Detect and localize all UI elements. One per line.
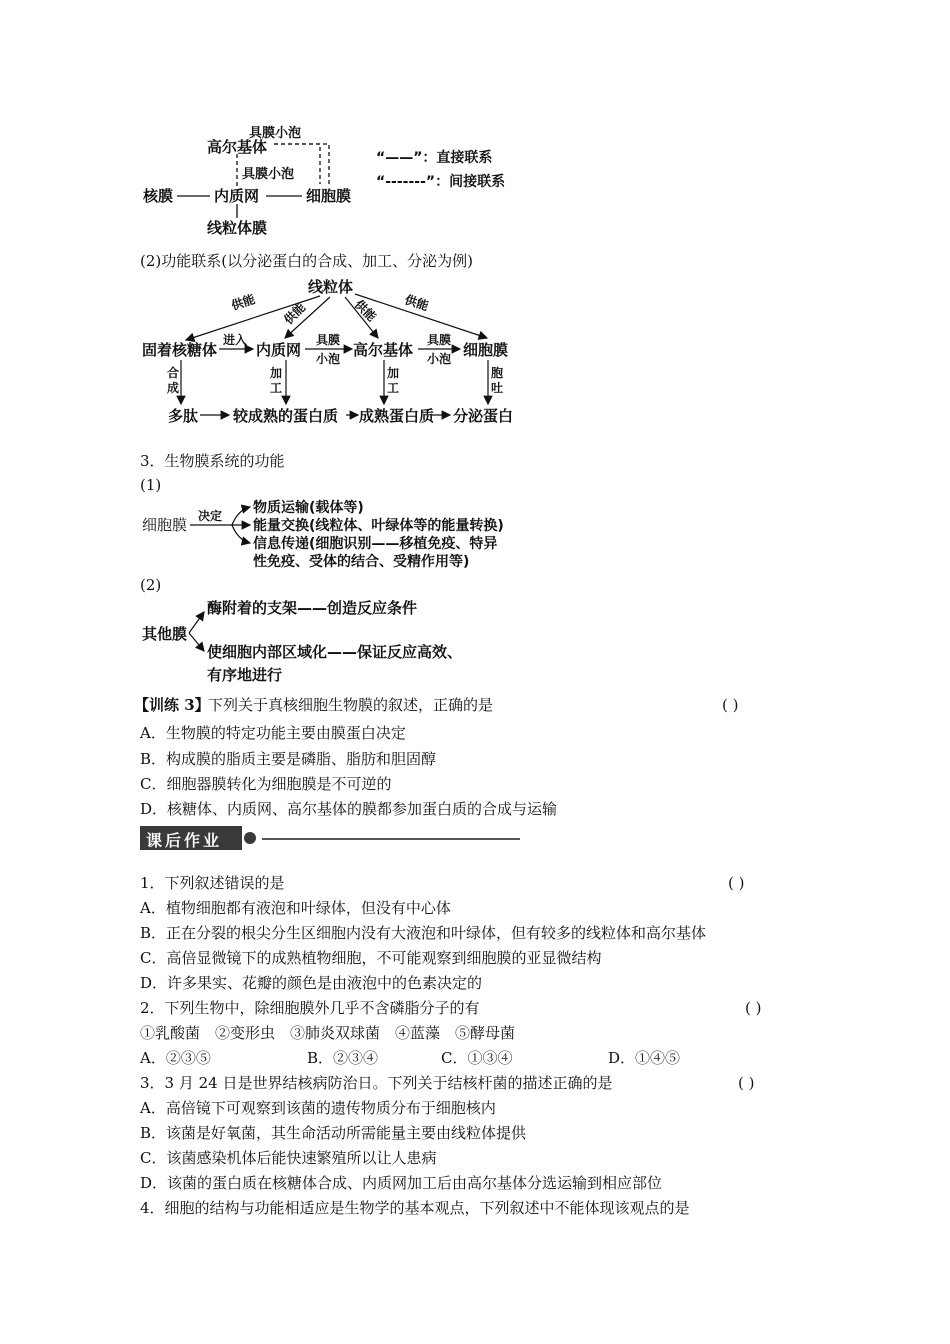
d3-decide: 决定: [198, 509, 223, 523]
q2-items: ①乳酸菌 ②变形虫 ③肺炎双球菌 ④蓝藻 ⑤酵母菌: [140, 1024, 516, 1042]
d2-ribosome: 固着核糖体: [142, 341, 218, 359]
q4-stem: 4．细胞的结构与功能相适应是生物学的基本观点，下列叙述中不能体现该观点的是: [140, 1199, 690, 1217]
d2-proc1b: 工: [270, 381, 283, 395]
d2-supply2: 供能: [281, 300, 309, 328]
d2-enter: 进入: [223, 333, 248, 347]
training-tag: 【训练 3】: [134, 696, 210, 714]
banner-title: 课后作业: [146, 831, 223, 850]
q1-option-b: B．正在分裂的根尖分生区细胞内没有大液泡和叶绿体，但有较多的线粒体和高尔基体: [140, 924, 707, 942]
d3-item3a: 信息传递(细胞识别——移植免疫、特异: [253, 536, 498, 552]
training-option-a: A．生物膜的特定功能主要由膜蛋白决定: [140, 724, 406, 742]
d3-item3b: 性免疫、受体的结合、受精作用等): [253, 554, 470, 570]
d1-legend-direct: “——”：直接联系: [376, 150, 493, 166]
q3-option-d: D．该菌的蛋白质在核糖体合成、内质网加工后由高尔基体分选运输到相应部位: [140, 1174, 663, 1192]
d2-golgi: 高尔基体: [353, 341, 414, 359]
d2-vesicle-c: 具膜: [427, 333, 452, 347]
d3-cellmem: 细胞膜: [142, 516, 188, 534]
d2-mature1: 较成熟的蛋白质: [233, 407, 339, 425]
d1-nuclear: 核膜: [143, 187, 174, 205]
section3-title: 3．生物膜系统的功能: [140, 452, 285, 470]
d4-item1: 酶附着的支架——创造反应条件: [207, 599, 418, 617]
d4-other: 其他膜: [142, 625, 188, 643]
q3-option-b: B．该菌是好氧菌，其生命活动所需能量主要由线粒体提供: [140, 1124, 527, 1142]
d2-proc2a: 加: [387, 366, 400, 380]
homework-banner: [140, 826, 262, 850]
d4-item2b: 有序地进行: [207, 666, 283, 684]
q2-option-c: C．①③④: [441, 1049, 513, 1067]
training-answer-paren: ( ): [722, 696, 739, 714]
q1-option-d: D．许多果实、花瓣的颜色是由液泡中的色素决定的: [140, 974, 483, 992]
d2-mito: 线粒体: [308, 278, 354, 296]
d2-er: 内质网: [256, 341, 302, 359]
d1-legend-indirect: “-------”：间接联系: [376, 174, 506, 190]
d2-supply3: 供能: [351, 297, 379, 325]
q1-stem: 1．下列叙述错误的是: [140, 874, 285, 892]
training-question: 下列关于真核细胞生物膜的叙述，正确的是: [208, 696, 494, 714]
d1-golgi: 高尔基体: [207, 138, 268, 156]
q2-option-b: B．②③④: [307, 1049, 379, 1067]
d2-synth2: 成: [167, 381, 180, 395]
d2-vesicle-a: 具膜: [316, 333, 341, 347]
q3-option-a: A．高倍镜下可观察到该菌的遗传物质分布于细胞核内: [140, 1099, 496, 1117]
d2-vesicle-b: 小泡: [316, 352, 341, 366]
d2-secreted: 分泌蛋白: [453, 407, 514, 425]
d2-vesicle-d: 小泡: [427, 352, 452, 366]
q2-option-d: D．①④⑤: [608, 1049, 681, 1067]
d2-peptide: 多肽: [168, 407, 199, 425]
sub2-label: (2): [140, 576, 162, 594]
d2-exo2: 吐: [491, 381, 504, 395]
q3-stem: 3．3 月 24 日是世界结核病防治日。下列关于结核杆菌的描述正确的是: [140, 1074, 613, 1092]
d1-vesicle-mid: 具膜小泡: [242, 167, 295, 182]
d2-synth1: 合: [167, 366, 180, 380]
d2-exo1: 胞: [491, 366, 504, 380]
q3-answer-paren: ( ): [738, 1074, 755, 1092]
d2-proc1a: 加: [270, 366, 283, 380]
d2-cellmem: 细胞膜: [463, 341, 509, 359]
d2-supply4: 供能: [403, 292, 431, 314]
d1-mito: 线粒体膜: [207, 219, 268, 237]
training-option-d: D．核糖体、内质网、高尔基体的膜都参加蛋白质的合成与运输: [140, 800, 558, 818]
banner-rule: [262, 838, 520, 840]
d2-supply1: 供能: [229, 292, 257, 313]
d3-item2: 能量交换(线粒体、叶绿体等的能量转换): [253, 518, 504, 534]
d3-item1: 物质运输(载体等): [253, 500, 364, 516]
q1-answer-paren: ( ): [728, 874, 745, 892]
training-option-c: C．细胞器膜转化为细胞膜是不可逆的: [140, 775, 392, 793]
q1-option-c: C．高倍显微镜下的成熟植物细胞，不可能观察到细胞膜的亚显微结构: [140, 949, 602, 967]
d2-mature2: 成熟蛋白质: [359, 407, 435, 425]
section2-title: (2)功能联系(以分泌蛋白的合成、加工、分泌为例): [140, 252, 473, 270]
d4-item2a: 使细胞内部区域化——保证反应高效、: [207, 643, 463, 661]
q2-answer-paren: ( ): [745, 999, 762, 1017]
q1-option-a: A．植物细胞都有液泡和叶绿体，但没有中心体: [140, 899, 451, 917]
q2-stem: 2．下列生物中，除细胞膜外几乎不含磷脂分子的有: [140, 999, 480, 1017]
d1-er: 内质网: [214, 187, 260, 205]
d2-proc2b: 工: [387, 381, 400, 395]
training-option-b: B．构成膜的脂质主要是磷脂、脂肪和胆固醇: [140, 750, 437, 768]
banner-dot-icon: [244, 832, 256, 844]
q3-option-c: C．该菌感染机体后能快速繁殖所以让人患病: [140, 1149, 437, 1167]
q2-option-a: A．②③⑤: [140, 1049, 211, 1067]
d1-vesicle-top: 具膜小泡: [249, 126, 302, 141]
d1-cellmem: 细胞膜: [306, 187, 352, 205]
sub1-label: (1): [140, 476, 162, 494]
